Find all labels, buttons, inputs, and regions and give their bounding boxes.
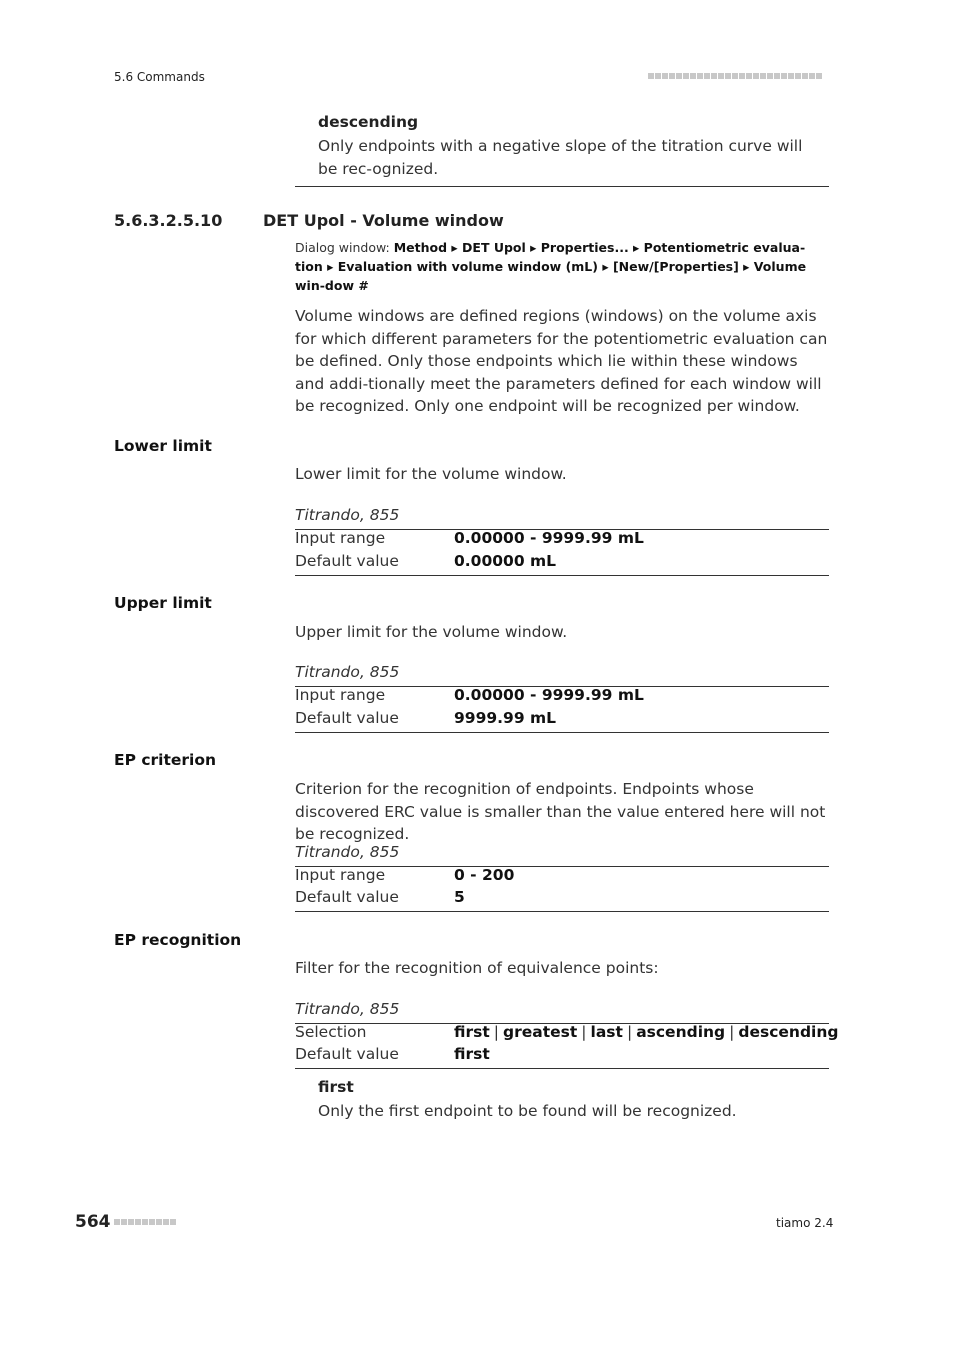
- param-key: Default value: [295, 888, 399, 906]
- param-value: 0.00000 - 9999.99 mL: [454, 686, 644, 704]
- dialog-path-text: Method ▸ DET Upol ▸ Properties... ▸ Potentiometric evalua-tion ▸ Evaluation with volume window (mL) ▸ [New/[Properties] ▸ Volume win-dow #: [295, 240, 807, 293]
- header-decoration: [648, 73, 822, 79]
- table-rule: [295, 1068, 829, 1069]
- table-rule: [295, 732, 829, 733]
- option: descending: [738, 1023, 839, 1041]
- section-title: DET Upol - Volume window: [263, 211, 504, 230]
- param-label-lower-limit: Lower limit: [114, 437, 212, 455]
- divider: [295, 186, 829, 187]
- option: greatest: [503, 1023, 578, 1041]
- param-desc-lower-limit: Lower limit for the volume window.: [295, 465, 567, 483]
- separator: |: [581, 1023, 587, 1041]
- param-value: 0.00000 mL: [454, 552, 557, 570]
- table-rule: [295, 911, 829, 912]
- param-desc-ep-criterion: Criterion for the recognition of endpoints. Endpoints whose discovered ERC value is smaller than the value entered here will not be recognized.: [295, 780, 826, 843]
- param-desc-upper-limit: Upper limit for the volume window.: [295, 623, 568, 641]
- param-key: Default value: [295, 709, 399, 727]
- term-first: first: [318, 1078, 354, 1096]
- param-key: Default value: [295, 1045, 399, 1063]
- param-label-ep-recognition: EP recognition: [114, 931, 242, 949]
- separator: |: [626, 1023, 633, 1041]
- option: first: [454, 1023, 490, 1041]
- param-value: 5: [454, 888, 465, 906]
- footer-decoration: [114, 1219, 176, 1225]
- param-label-upper-limit: Upper limit: [114, 594, 212, 612]
- table-rule: [295, 575, 829, 576]
- separator: |: [729, 1023, 735, 1041]
- running-header: 5.6 Commands: [114, 70, 205, 84]
- product-name: tiamo 2.4: [776, 1216, 834, 1230]
- param-key: Input range: [295, 529, 386, 547]
- page-number: 564: [75, 1212, 111, 1232]
- term-descending-desc: Only endpoints with a negative slope of the titration curve will be rec-ognized.: [318, 137, 803, 178]
- param-value: first: [454, 1045, 490, 1063]
- section-intro: Volume windows are defined regions (windows) on the volume axis for which different parameters for the potentiometric evaluation can be defined. Only those endpoints which lie within these windows and addi-tionally meet the parameters defined for each window will be recognized. Only one endpoint will be recognized per window.: [295, 307, 828, 415]
- option: ascending: [636, 1023, 726, 1041]
- param-value: 0.00000 - 9999.99 mL: [454, 529, 644, 547]
- dialog-prefix: Dialog window:: [295, 240, 394, 255]
- term-descending: descending: [318, 113, 419, 131]
- param-key: Default value: [295, 552, 399, 570]
- param-value: 9999.99 mL: [454, 709, 557, 727]
- param-key: Selection: [295, 1023, 367, 1041]
- dialog-path: [295, 238, 830, 295]
- param-device-lower-limit: Titrando, 855: [295, 506, 400, 524]
- param-value: 0 - 200: [454, 866, 515, 884]
- param-desc-ep-recognition: Filter for the recognition of equivalence points:: [295, 959, 659, 977]
- term-first-desc: Only the first endpoint to be found will be recognized.: [318, 1102, 737, 1120]
- separator: |: [493, 1023, 500, 1041]
- param-device-ep-criterion: Titrando, 855: [295, 843, 400, 861]
- section-number: 5.6.3.2.5.10: [114, 211, 223, 230]
- param-label-ep-criterion: EP criterion: [114, 751, 217, 769]
- option: last: [590, 1023, 623, 1041]
- selection-options: [454, 1023, 839, 1041]
- param-key: Input range: [295, 866, 386, 884]
- param-device-upper-limit: Titrando, 855: [295, 663, 400, 681]
- param-device-ep-recognition: Titrando, 855: [295, 1000, 400, 1018]
- param-key: Input range: [295, 686, 386, 704]
